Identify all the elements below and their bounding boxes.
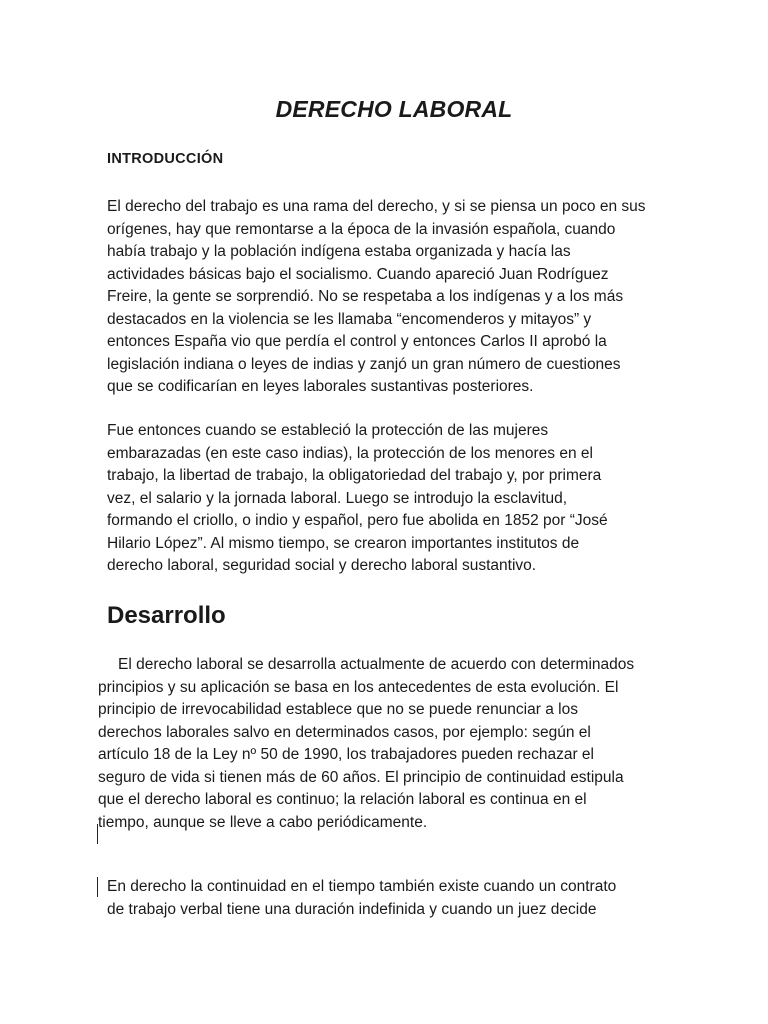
introduction-paragraph-1: [107, 196, 646, 399]
text-line: principio de irrevocabilidad establece que no se puede renunciar a los: [98, 701, 578, 718]
text-line: derecho laboral, seguridad social y derecho laboral sustantivo.: [107, 557, 537, 574]
text-line: legislación indiana o leyes de indias y zanjó un gran número de cuestiones: [107, 355, 621, 373]
text-line: seguro de vida si tienen más de 60 años. El principio de continuidad estipula: [98, 768, 624, 786]
desarrollo-paragraph-2: [107, 876, 616, 921]
text-line: derechos laborales salvo en determinados casos, por ejemplo: según el: [98, 723, 591, 741]
text-line: orígenes, hay que remontarse a la época de la invasión española, cuando: [107, 220, 616, 238]
text-line: embarazadas (en este caso indias), la protección de los menores en el: [107, 444, 593, 462]
text-line: artículo 18 de la Ley nº 50 de 1990, los trabajadores pueden rechazar el: [98, 746, 594, 763]
text-line: El derecho del trabajo es una rama del derecho, y si se piensa un poco en sus: [107, 198, 646, 215]
text-line: de trabajo verbal tiene una duración indefinida y cuando un juez decide: [107, 900, 597, 918]
text-line: vez, el salario y la jornada laboral. Luego se introdujo la esclavitud,: [107, 489, 568, 507]
text-line: Fue entonces cuando se estableció la protección de las mujeres: [107, 422, 549, 439]
text-line: actividades básicas bajo el socialismo. Cuando apareció Juan Rodríguez: [107, 265, 609, 283]
text-line: trabajo, la libertad de trabajo, la obligatoriedad del trabajo y, por primera: [107, 467, 602, 484]
text-line: Hilario López”. Al mismo tiempo, se crearon importantes institutos de: [107, 534, 580, 552]
text-line: que se codificarían en leyes laborales sustantivas posteriores.: [107, 378, 534, 395]
text-line: que el derecho laboral es continuo; la relación laboral es continua en el: [98, 791, 587, 808]
document-title: DERECHO LABORAL: [275, 96, 513, 122]
text-line: tiempo, aunque se lleve a cabo periódicamente.: [98, 813, 428, 831]
text-line: destacados en la violencia se les llamaba “encomenderos y mitayos” y: [107, 310, 592, 328]
text-cursor: [97, 877, 98, 897]
introduction-paragraph-2: [107, 420, 608, 578]
section-heading-desarrollo: Desarrollo: [107, 602, 226, 629]
text-line: principios y su aplicación se basa en los antecedentes de esta evolución. El: [98, 678, 619, 696]
text-line: había trabajo y la población indígena estaba organizada y hacía las: [107, 243, 571, 260]
text-line: En derecho la continuidad en el tiempo también existe cuando un contrato: [107, 878, 617, 895]
text-line: Freire, la gente se sorprendió. No se respetaba a los indígenas y a los más: [107, 288, 624, 305]
introduction-heading: INTRODUCCIÓN: [107, 151, 224, 167]
text-line: formando el criollo, o indio y español, pero fue abolida en 1852 por “José: [107, 512, 608, 529]
text-line: El derecho laboral se desarrolla actualmente de acuerdo con determinados: [118, 656, 635, 673]
desarrollo-paragraph-1: [98, 654, 634, 834]
text-cursor: [97, 824, 98, 844]
text-line: entonces España vio que perdía el control y entonces Carlos II aprobó la: [107, 333, 607, 350]
